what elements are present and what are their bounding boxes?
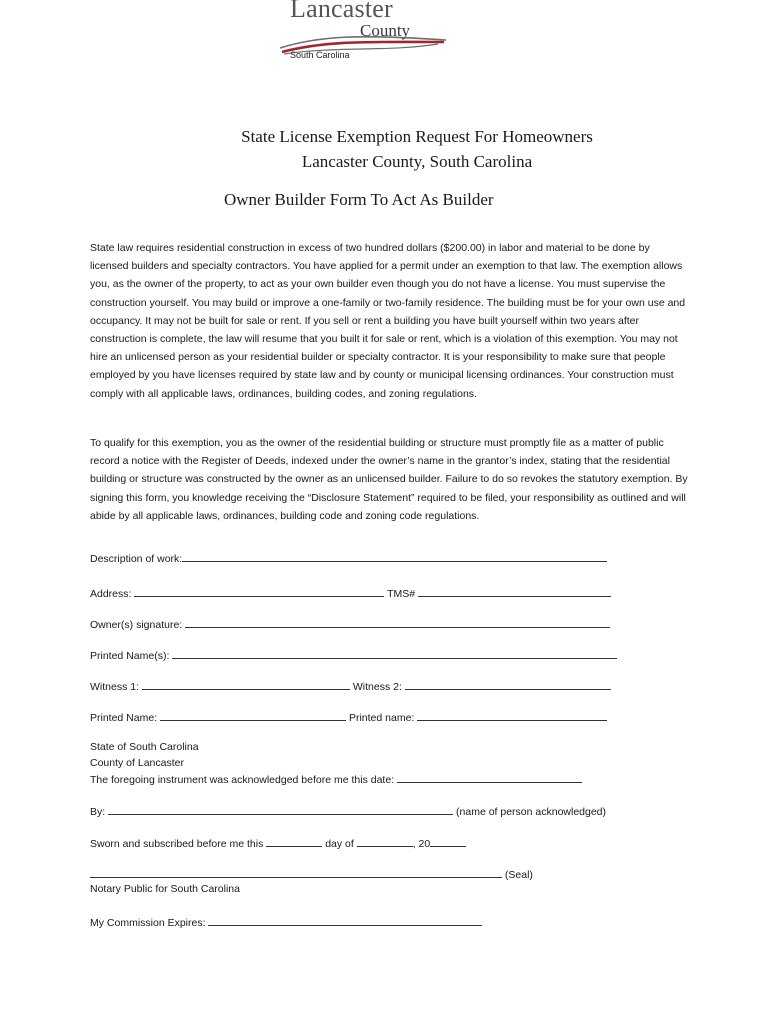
acknowledged-date-row: [90, 772, 582, 787]
tms-label: TMS#: [387, 588, 416, 600]
printed-names-field[interactable]: [172, 648, 617, 659]
owner-signature-field[interactable]: [185, 617, 610, 628]
notary-state: State of South Carolina: [90, 741, 199, 753]
sworn-year-field[interactable]: [430, 836, 466, 847]
sworn-day-label: day of: [325, 838, 354, 850]
sworn-month-field[interactable]: [357, 836, 413, 847]
sworn-prefix: Sworn and subscribed before me this: [90, 838, 264, 850]
commission-label: My Commission Expires:: [90, 917, 206, 929]
sworn-row: [90, 836, 466, 851]
description-label: Description of work:: [90, 553, 183, 565]
seal-label: (Seal): [504, 869, 533, 881]
witness-row: [90, 679, 611, 694]
witness2-label: Witness 2:: [352, 681, 402, 693]
printed-name-field[interactable]: [160, 710, 346, 721]
paragraph-law: State law requires residential construction in excess of two hundred dollars ($200.00) in labor and material to be done by licensed builders and specialty contractors. You have applied for a permit under an exemption to that law. The exemption allows you, as the owner of the property, to act as your own builder even though you do not have a license. You must supervise the construction yourself. You may build or improve a one-family or two-family residence. The building must be for your own use and occupancy. It may not be built for sale or rent. If you sell or rent a building you have built yourself within two years after construction is complete, the law will resume that you built it for sale or rent, which is a violation of this exemption. You may not hire an unlicensed person as your residential builder or specialty contractor. It is your responsibility to make sure that people employed by you have licenses required by state law and by county or municipal licensing ordinances. Your construction must comply with all applicable laws, ordinances, building codes, and zoning regulations.: [90, 242, 686, 400]
by-field[interactable]: [108, 804, 453, 815]
printed-name2-field[interactable]: [417, 710, 607, 721]
by-suffix: (name of person acknowledged): [456, 806, 607, 818]
owner-signature-label: Owner(s) signature:: [90, 619, 183, 631]
owner-signature-row: [90, 617, 610, 632]
tms-field[interactable]: [418, 586, 611, 597]
notary-signature-field[interactable]: [90, 867, 502, 878]
witness1-field[interactable]: [142, 679, 350, 690]
description-field[interactable]: [182, 551, 607, 562]
address-label: Address:: [90, 588, 132, 600]
form-title: State License Exemption Request For Homeowners: [241, 127, 593, 146]
description-of-work-row: [90, 551, 607, 566]
address-row: [90, 586, 611, 601]
commission-row: [90, 915, 482, 930]
witness2-field[interactable]: [405, 679, 611, 690]
witness1-label: Witness 1:: [90, 681, 140, 693]
logo-state: South Carolina: [290, 50, 350, 60]
printed-names-row: [90, 648, 617, 663]
logo-title: Lancaster: [290, 0, 393, 23]
by-label: By:: [90, 806, 106, 818]
commission-field[interactable]: [208, 915, 482, 926]
county-logo: [278, 0, 450, 64]
acknowledged-label: The foregoing instrument was acknowledged before me this date:: [90, 774, 395, 786]
seal-row: [90, 867, 533, 882]
printed-names-label: Printed Name(s):: [90, 650, 170, 662]
sworn-day-field[interactable]: [266, 836, 322, 847]
paragraph-qualify: To qualify for this exemption, you as the owner of the residential building or structure must promptly file as a matter of public record a notice with the Register of Deeds, indexed under the owner’s name in the grantor’s index, stating that the residential building or structure was constructed by the owner as an unlicensed builder. Failure to do so revokes the statutory exemption. By signing this form, you knowledge receiving the “Disclosure Statement” required to be filed, your responsibility as outlined and will abide by all applicable laws, ordinances, building code and zoning code regulations.: [90, 437, 688, 522]
form-name: Owner Builder Form To Act As Builder: [224, 190, 494, 209]
notary-county: County of Lancaster: [90, 757, 184, 769]
printed-name2-label: Printed name:: [348, 712, 415, 724]
sworn-year-label: , 20: [412, 838, 431, 850]
logo-county: County: [360, 21, 411, 40]
printed-name-label: Printed Name:: [90, 712, 158, 724]
by-row: [90, 804, 606, 819]
printed-name-row: [90, 710, 607, 725]
address-field[interactable]: [134, 586, 384, 597]
form-subtitle: Lancaster County, South Carolina: [301, 152, 533, 171]
acknowledged-date-field[interactable]: [397, 772, 582, 783]
notary-public-label: Notary Public for South Carolina: [90, 883, 240, 895]
